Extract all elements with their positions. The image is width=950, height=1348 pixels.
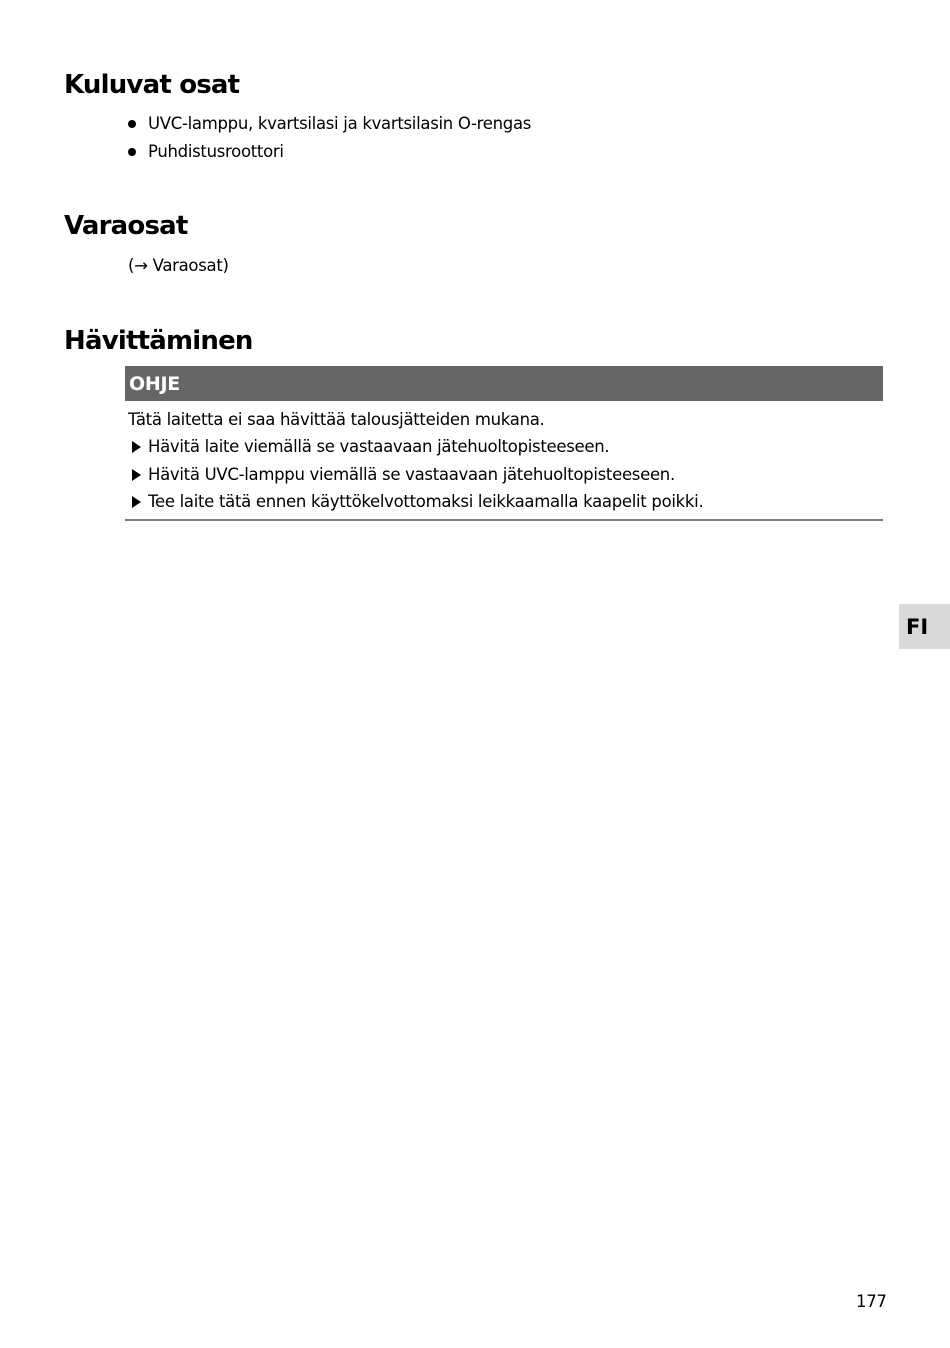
- heading-disposal: Hävittäminen: [64, 326, 253, 356]
- note-step: [128, 461, 703, 489]
- triangle-right-icon: [132, 441, 141, 453]
- note-box: [125, 366, 883, 521]
- triangle-right-icon: [132, 496, 141, 508]
- heading-spare-parts: Varaosat: [64, 211, 188, 241]
- note-text: Tätä laitetta ei saa hävittää talousjätteiden mukana.: [128, 410, 545, 429]
- bullet-icon: [128, 148, 136, 156]
- note-label: OHJE: [125, 366, 883, 401]
- list-item-text: UVC-lamppu, kvartsilasi ja kvartsilasin O-rengas: [148, 114, 532, 133]
- page-number: 177: [856, 1292, 887, 1311]
- note-step-text: Hävitä UVC-lamppu viemällä se vastaavaan jätehuoltopisteeseen.: [148, 464, 675, 484]
- list-item-text: Puhdistusroottori: [148, 142, 284, 161]
- list-item: [128, 138, 531, 166]
- spare-parts-reference-link[interactable]: (→ Varaosat): [128, 256, 229, 275]
- note-step: [128, 433, 703, 461]
- language-tab: FI: [899, 604, 950, 649]
- bullet-icon: [128, 120, 136, 128]
- wear-parts-list: [128, 110, 531, 166]
- heading-wear-parts: Kuluvat osat: [64, 70, 240, 100]
- note-step: [128, 488, 703, 516]
- note-steps-list: [128, 433, 703, 516]
- note-step-text: Tee laite tätä ennen käyttökelvottomaksi leikkaamalla kaapelit poikki.: [148, 492, 704, 511]
- triangle-right-icon: [132, 469, 141, 481]
- list-item: [128, 110, 531, 138]
- note-step-text: Hävitä laite viemällä se vastaavaan jätehuoltopisteeseen.: [148, 437, 610, 456]
